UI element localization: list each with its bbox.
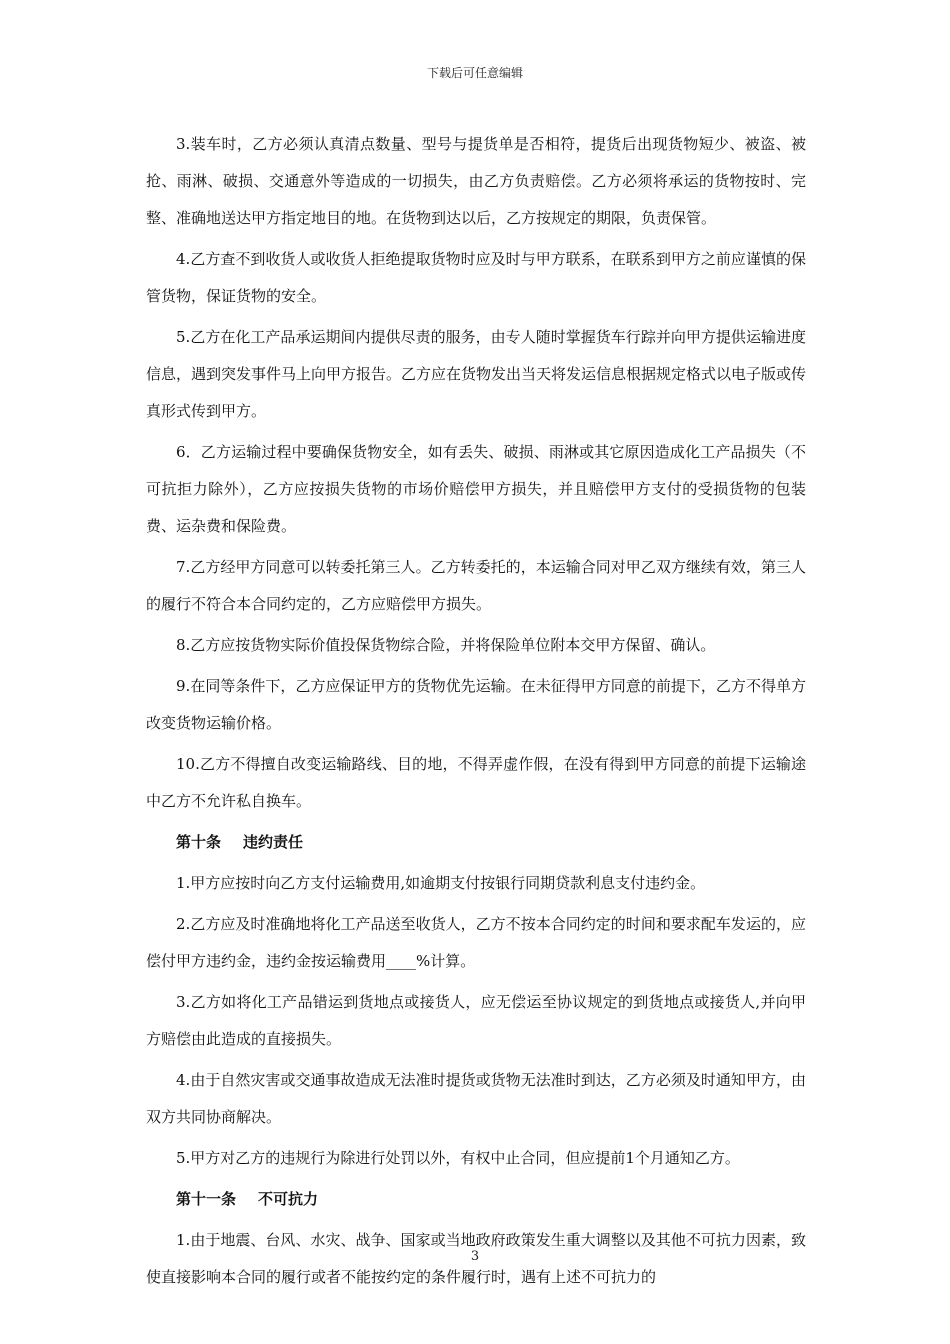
article-number: 第十一条 <box>176 1190 237 1208</box>
document-body <box>146 126 806 1300</box>
page-number: 3 <box>470 1249 480 1264</box>
clause-7: 7.乙方经甲方同意可以转委托第三人。乙方转委托的，本运输合同对甲乙双方继续有效，第三人的履行不符合本合同约定的，乙方应赔偿甲方损失。 <box>146 558 806 613</box>
page-header: 下载后可任意编辑 <box>426 66 523 80</box>
clause-9: 9.在同等条件下，乙方应保证甲方的货物优先运输。在未征得甲方同意的前提下，乙方不得单方改变货物运输价格。 <box>146 677 806 732</box>
article-10-heading <box>146 824 806 861</box>
liability-clause-2: 2.乙方应及时准确地将化工产品送至收货人，乙方不按本合同约定的时间和要求配车发运的，应偿付甲方违约金，违约金按运输费用____%计算。 <box>146 915 806 970</box>
clause-4: 4.乙方查不到收货人或收货人拒绝提取货物时应及时与甲方联系，在联系到甲方之前应谨慎的保管货物，保证货物的安全。 <box>146 250 806 305</box>
liability-clause-1: 1.甲方应按时向乙方支付运输费用,如逾期支付按银行同期贷款利息支付违约金。 <box>176 874 706 892</box>
liability-clause-4: 4.由于自然灾害或交通事故造成无法准时提货或货物无法准时到达，乙方必须及时通知甲方，由双方共同协商解决。 <box>146 1071 806 1126</box>
force-majeure-clause-1: 1.由于地震、台风、水灾、战争、国家或当地政府政策发生重大调整以及其他不可抗力因素，致使直接影响本合同的履行或者不能按约定的条件履行时，遇有上述不可抗力的 <box>146 1231 806 1286</box>
clause-5: 5.乙方在化工产品承运期间内提供尽责的服务，由专人随时掌握货车行踪并向甲方提供运输进度信息，遇到突发事件马上向甲方报告。乙方应在货物发出当天将发运信息根据规定格式以电子版或传真形式传到甲方。 <box>146 328 807 420</box>
article-11-heading <box>146 1181 806 1218</box>
article-title: 违约责任 <box>243 833 304 851</box>
liability-clause-3: 3.乙方如将化工产品错运到货地点或接货人，应无偿运至协议规定的到货地点或接货人,并向甲方赔偿由此造成的直接损失。 <box>146 993 806 1048</box>
article-number: 第十条 <box>176 833 222 851</box>
clause-8: 8.乙方应按货物实际价值投保货物综合险，并将保险单位附本交甲方保留、确认。 <box>176 636 716 654</box>
clause-6: 6．乙方运输过程中要确保货物安全，如有丢失、破损、雨淋或其它原因造成化工产品损失（不可抗拒力除外），乙方应按损失货物的市场价赔偿甲方损失，并且赔偿甲方支付的受损货物的包装费、运杂费和保险费。 <box>146 443 806 535</box>
article-title: 不可抗力 <box>258 1190 319 1208</box>
clause-10: 10.乙方不得擅自改变运输路线、目的地，不得弄虚作假，在没有得到甲方同意的前提下运输途中乙方不允许私自换车。 <box>146 755 806 810</box>
liability-clause-5: 5.甲方对乙方的违规行为除进行处罚以外，有权中止合同，但应提前1个月通知乙方。 <box>176 1149 740 1167</box>
clause-3: 3.装车时，乙方必须认真清点数量、型号与提货单是否相符，提货后出现货物短少、被盗、被抢、雨淋、破损、交通意外等造成的一切损失，由乙方负责赔偿。乙方必须将承运的货物按时、完整、准确地送达甲方指定地目的地。在货物到达以后，乙方按规定的期限，负责保管。 <box>146 135 806 227</box>
